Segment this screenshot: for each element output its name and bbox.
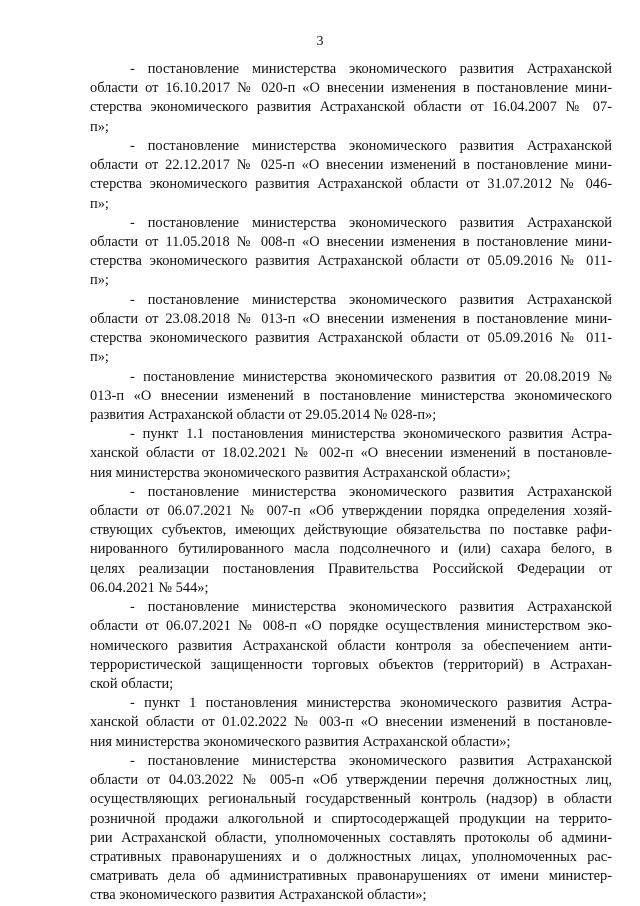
text-line: - пункт 1 постановления министерства экономического развития Астра- xyxy=(130,695,612,712)
text-line: ния министерства экономического развития Астраханской области»; xyxy=(90,464,511,481)
text-line: - постановление министерства экономического развития от 20.08.2019 № xyxy=(130,368,612,385)
text-line: номического развития Астраханской области контроля за обеспечением анти- xyxy=(90,637,612,654)
text-line: стерства экономического развития Астраханской области от 05.09.2016 № 011- xyxy=(90,330,612,347)
list-item-paragraph xyxy=(90,60,612,137)
text-line: п»; xyxy=(90,272,109,289)
text-line: 06.04.2021 № 544»; xyxy=(90,579,209,596)
list-item-paragraph xyxy=(90,137,612,214)
text-line: розничной продажи алкогольной и спиртосодержащей продукции на террито- xyxy=(90,810,612,827)
list-item-paragraph xyxy=(90,214,612,291)
text-line: области от 16.10.2017 № 020-п «О внесении изменения в постановление мини- xyxy=(90,80,612,97)
text-line: - постановление министерства экономического развития Астраханской xyxy=(130,599,612,616)
document-body xyxy=(90,60,612,906)
text-line: области от 22.12.2017 № 025-п «О внесении изменений в постановление мини- xyxy=(90,157,612,174)
list-item-paragraph xyxy=(90,425,612,483)
text-line: стерства экономического развития Астраханской области от 05.09.2016 № 011- xyxy=(90,253,612,270)
text-line: области от 23.08.2018 № 013-п «О внесении изменения в постановление мини- xyxy=(90,310,612,327)
text-line: - постановление министерства экономического развития Астраханской xyxy=(130,137,612,154)
text-line: области от 11.05.2018 № 008-п «О внесении изменения в постановление мини- xyxy=(90,233,612,250)
text-line: нированного бутилированного масла подсолнечного и (или) сахара белого, в xyxy=(90,541,612,558)
text-line: области от 06.07.2021 № 008-п «О порядке осуществления министерством эко- xyxy=(90,618,612,635)
text-line: п»; xyxy=(90,195,109,212)
list-item-paragraph xyxy=(90,483,612,598)
text-line: развития Астраханской области от 29.05.2014 № 028-п»; xyxy=(90,406,437,423)
list-item-paragraph xyxy=(90,368,612,426)
text-line: п»; xyxy=(90,349,109,366)
list-item-paragraph xyxy=(90,291,612,368)
text-line: стерства экономического развития Астраханской области от 31.07.2012 № 046- xyxy=(90,176,612,193)
text-line: области от 04.03.2022 № 005-п «Об утверждении перечня должностных лиц, xyxy=(90,772,612,789)
text-line: ния министерства экономического развития Астраханской области»; xyxy=(90,733,511,750)
text-line: стративных правонарушениях и о должностных лицах, уполномоченных рас- xyxy=(90,848,612,865)
text-line: ханской области от 01.02.2022 № 003-п «О внесении изменений в постановле- xyxy=(90,714,612,731)
text-line: - пункт 1.1 постановления министерства экономического развития Астра- xyxy=(130,426,612,443)
page-number: 3 xyxy=(316,34,324,49)
text-line: ствующих субъектов, имеющих действующие обязательства по поставке рафи- xyxy=(90,522,612,539)
list-item-paragraph xyxy=(90,694,612,752)
text-line: целях реализации постановления Правительства Российской Федерации от xyxy=(90,560,612,577)
list-item-paragraph xyxy=(90,598,612,694)
text-line: террористической защищенности торговых объектов (территорий) в Астрахан- xyxy=(90,656,612,673)
text-line: сматривать дела об административных правонарушениях от имени министер- xyxy=(90,868,612,885)
text-line: рии Астраханской области, уполномоченных составлять протоколы об админи- xyxy=(90,829,612,846)
text-line: осуществляющих региональный государственный контроль (надзор) в области xyxy=(90,791,612,808)
text-line: - постановление министерства экономического развития Астраханской xyxy=(130,291,612,308)
text-line: стерства экономического развития Астраханской области от 16.04.2007 № 07- xyxy=(90,99,612,116)
text-line: 013-п «О внесении изменений в постановление министерства экономического xyxy=(90,387,612,404)
text-line: - постановление министерства экономического развития Астраханской xyxy=(130,61,612,77)
text-line: - постановление министерства экономического развития Астраханской xyxy=(130,214,612,231)
text-line: области от 06.07.2021 № 007-п «Об утверждении порядка определения хозяй- xyxy=(90,503,612,520)
text-line: - постановление министерства экономического развития Астраханской xyxy=(130,483,612,500)
text-line: ской области; xyxy=(90,676,174,692)
text-line: ства экономического развития Астраханской области»; xyxy=(90,887,427,904)
text-line: п»; xyxy=(90,118,109,135)
text-line: ханской области от 18.02.2021 № 002-п «О внесении изменений в постановле- xyxy=(90,445,612,462)
text-line: - постановление министерства экономического развития Астраханской xyxy=(130,752,612,769)
list-item-paragraph xyxy=(90,752,612,906)
